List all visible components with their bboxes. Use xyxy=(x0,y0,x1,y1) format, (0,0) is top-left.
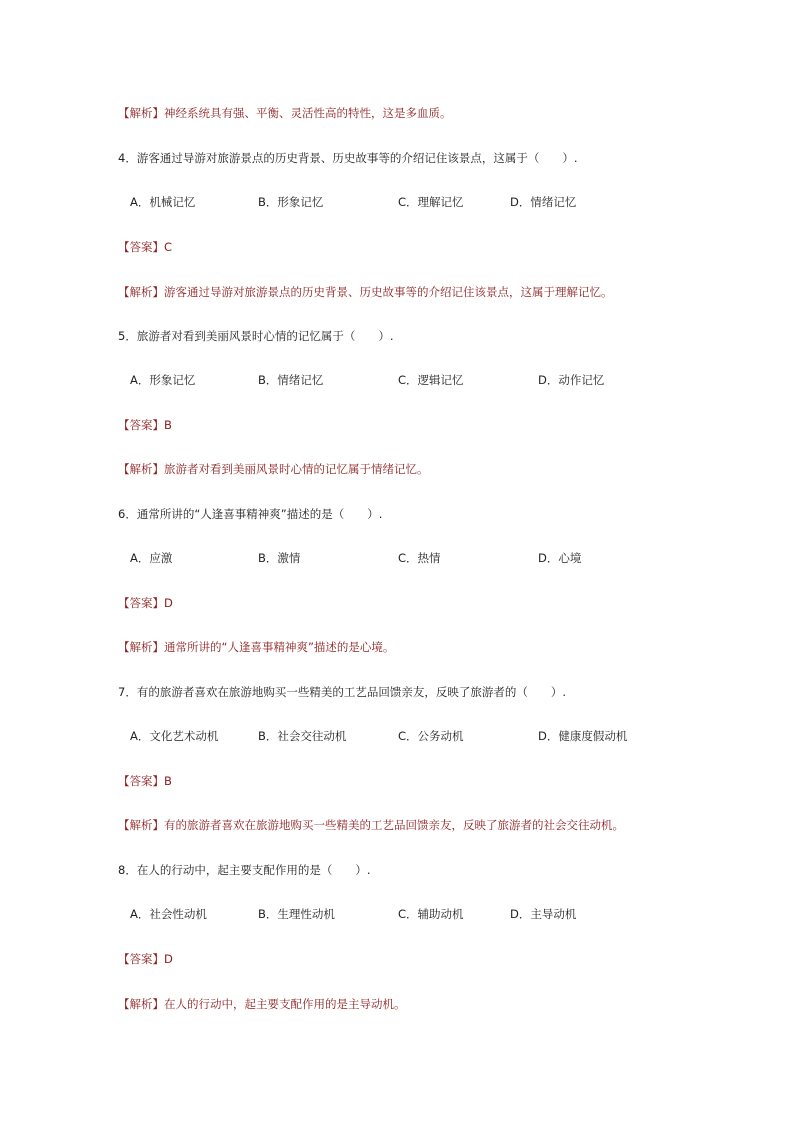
option-item: D．心境 xyxy=(538,551,582,565)
question-text: 旅游者对看到美丽风景时心情的记忆属于（ ）. xyxy=(136,329,394,343)
explanation-text: 神经系统具有强、平衡、灵活性高的特性，这是多血质。 xyxy=(164,106,452,120)
answer-value: B xyxy=(164,774,172,788)
explanation-line xyxy=(118,817,624,833)
explanation-line xyxy=(118,461,429,477)
question-number: 4． xyxy=(118,151,137,165)
question-text: 通常所讲的“人逢喜事精神爽”描述的是（ ）. xyxy=(136,507,383,521)
option-item: D．主导动机 xyxy=(510,907,577,921)
answer-label: 【答案】 xyxy=(118,596,164,610)
option-item: D．健康度假动机 xyxy=(538,729,628,743)
option-item: D．情绪记忆 xyxy=(510,195,577,209)
answer-label: 【答案】 xyxy=(118,418,164,432)
question-text: 在人的行动中，起主要支配作用的是（ ）. xyxy=(136,863,371,877)
answer-label: 【答案】 xyxy=(118,240,164,254)
explanation-text: 在人的行动中，起主要支配作用的是主导动机。 xyxy=(164,997,406,1011)
explanation-line xyxy=(118,284,613,300)
answer-value: D xyxy=(164,952,173,966)
explanation-label: 【解析】 xyxy=(118,818,164,832)
option-item: C．公务动机 xyxy=(398,729,464,743)
option-item: A．应激 xyxy=(130,551,173,565)
answer-line xyxy=(118,773,172,789)
question-text: 有的旅游者喜欢在旅游地购买一些精美的工艺品回馈亲友，反映了旅游者的（ ）. xyxy=(136,685,566,699)
explanation-label: 【解析】 xyxy=(118,462,164,476)
question-stem xyxy=(118,684,566,700)
answer-line xyxy=(118,595,173,611)
explanation-line xyxy=(118,105,452,121)
explanation-label: 【解析】 xyxy=(118,285,164,299)
option-item: B．社会交往动机 xyxy=(258,729,347,743)
option-item: B．形象记忆 xyxy=(258,195,324,209)
answer-line xyxy=(118,239,172,255)
explanation-line xyxy=(118,996,406,1012)
question-text: 游客通过导游对旅游景点的历史背景、历史故事等的介绍记住该景点，这属于（ ）. xyxy=(136,151,578,165)
question-stem xyxy=(118,506,382,522)
option-item: C．理解记忆 xyxy=(398,195,464,209)
explanation-text: 通常所讲的“人逢喜事精神爽”描述的是心境。 xyxy=(164,640,395,654)
answer-line xyxy=(118,951,173,967)
question-number: 6． xyxy=(118,507,137,521)
explanation-label: 【解析】 xyxy=(118,640,164,654)
option-item: B．激情 xyxy=(258,551,301,565)
answer-value: B xyxy=(164,418,172,432)
answer-label: 【答案】 xyxy=(118,952,164,966)
question-stem xyxy=(118,862,370,878)
option-item: C．辅助动机 xyxy=(398,907,464,921)
explanation-label: 【解析】 xyxy=(118,997,164,1011)
explanation-text: 游客通过导游对旅游景点的历史背景、历史故事等的介绍记住该景点，这属于理解记忆。 xyxy=(164,285,613,299)
explanation-label: 【解析】 xyxy=(118,106,164,120)
option-item: D．动作记忆 xyxy=(538,373,605,387)
question-number: 5． xyxy=(118,329,137,343)
option-item: A．社会性动机 xyxy=(130,907,207,921)
question-stem xyxy=(118,150,577,166)
option-item: A．机械记忆 xyxy=(130,195,196,209)
answer-label: 【答案】 xyxy=(118,774,164,788)
answer-value: C xyxy=(164,240,173,254)
answer-line xyxy=(118,417,172,433)
explanation-text: 有的旅游者喜欢在旅游地购买一些精美的工艺品回馈亲友，反映了旅游者的社会交往动机。 xyxy=(164,818,624,832)
question-stem xyxy=(118,328,393,344)
explanation-text: 旅游者对看到美丽风景时心情的记忆属于情绪记忆。 xyxy=(164,462,429,476)
option-item: B．生理性动机 xyxy=(258,907,335,921)
question-number: 7． xyxy=(118,685,137,699)
explanation-line xyxy=(118,639,394,655)
question-number: 8． xyxy=(118,863,137,877)
option-item: C．热情 xyxy=(398,551,441,565)
option-item: A．形象记忆 xyxy=(130,373,196,387)
option-item: C．逻辑记忆 xyxy=(398,373,464,387)
option-item: B．情绪记忆 xyxy=(258,373,324,387)
answer-value: D xyxy=(164,596,173,610)
option-item: A．文化艺术动机 xyxy=(130,729,219,743)
